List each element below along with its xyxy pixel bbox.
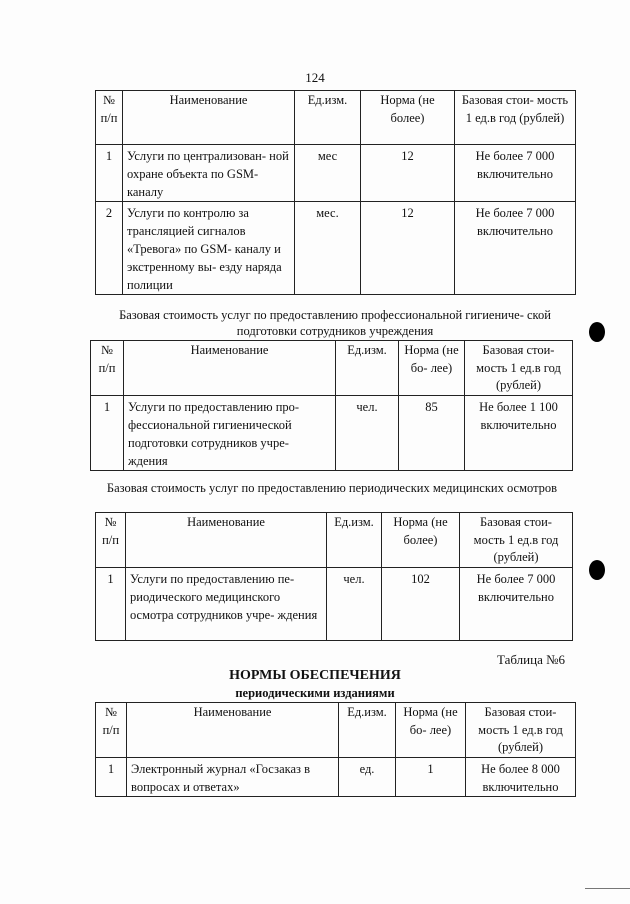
row-unit: мес.	[295, 202, 361, 295]
table-row	[91, 395, 573, 470]
table-header-row	[96, 513, 573, 568]
table-row	[96, 202, 576, 295]
header-num: № п/п	[96, 513, 126, 568]
row-unit: чел.	[327, 567, 382, 640]
table-label: Таблица №6	[497, 652, 566, 667]
page-number: 124	[305, 70, 325, 85]
norms-subtitle: периодическими изданиями	[235, 686, 395, 700]
row-num: 1	[96, 567, 126, 640]
security-services-table	[95, 90, 576, 295]
norms-title: НОРМЫ ОБЕСПЕЧЕНИЯ	[229, 668, 401, 683]
row-norm: 12	[361, 202, 455, 295]
table-header-row	[96, 91, 576, 145]
table-row	[96, 757, 576, 796]
header-norm: Норма (не более)	[382, 513, 460, 568]
row-num: 2	[96, 202, 123, 295]
row-name: Электронный журнал «Госзаказ в вопросах и ответах»	[127, 757, 339, 796]
header-num: № п/п	[91, 341, 124, 396]
header-norm: Норма (не более)	[361, 91, 455, 145]
medical-checkups-caption: Базовая стоимость услуг по предоставлению периодических медицинских осмотров	[106, 481, 558, 495]
header-unit: Ед.изм.	[339, 703, 396, 758]
header-norm: Норма (не бо- лее)	[399, 341, 465, 396]
row-cost: Не более 8 000 включительно	[466, 757, 576, 796]
header-name: Наименование	[127, 703, 339, 758]
row-cost: Не более 1 100 включительно	[465, 395, 573, 470]
row-unit: ед.	[339, 757, 396, 796]
row-name: Услуги по предоставлению про- фессиональной гигиенической подготовки сотрудников учре- ждения	[124, 395, 336, 470]
bottom-rule	[585, 888, 630, 889]
row-norm: 12	[361, 145, 455, 202]
row-num: 1	[91, 395, 124, 470]
punch-hole-mark	[589, 322, 605, 342]
header-cost: Базовая стои- мость 1 ед.в год (рублей)	[465, 341, 573, 396]
row-cost: Не более 7 000 включительно	[455, 202, 576, 295]
row-num: 1	[96, 757, 127, 796]
table-row	[96, 567, 573, 640]
header-unit: Ед.изм.	[336, 341, 399, 396]
header-name: Наименование	[126, 513, 327, 568]
periodicals-table	[95, 702, 576, 797]
header-unit: Ед.изм.	[327, 513, 382, 568]
header-num: № п/п	[96, 91, 123, 145]
header-cost: Базовая стои- мость 1 ед.в год (рублей)	[466, 703, 576, 758]
row-norm: 1	[396, 757, 466, 796]
hygiene-training-table	[90, 340, 573, 471]
row-name: Услуги по централизован- ной охране объекта по GSM-каналу	[123, 145, 295, 202]
row-name: Услуги по предоставлению пе- риодического медицинского осмотра сотрудников учре- ждения	[126, 567, 327, 640]
row-num: 1	[96, 145, 123, 202]
row-norm: 102	[382, 567, 460, 640]
header-norm: Норма (не бо- лее)	[396, 703, 466, 758]
table-header-row	[96, 703, 576, 758]
table-header-row	[91, 341, 573, 396]
row-norm: 85	[399, 395, 465, 470]
medical-checkups-table	[95, 512, 573, 641]
row-cost: Не более 7 000 включительно	[455, 145, 576, 202]
header-num: № п/п	[96, 703, 127, 758]
table-row	[96, 145, 576, 202]
header-cost: Базовая стои- мость 1 ед.в год (рублей)	[455, 91, 576, 145]
header-name: Наименование	[123, 91, 295, 145]
row-cost: Не более 7 000 включительно	[460, 567, 573, 640]
header-unit: Ед.изм.	[295, 91, 361, 145]
row-unit: чел.	[336, 395, 399, 470]
hygiene-training-caption: Базовая стоимость услуг по предоставлению профессиональной гигиениче- ской подготовки сотрудников учреждения	[119, 308, 551, 338]
punch-hole-mark	[589, 560, 605, 580]
header-cost: Базовая стои- мость 1 ед.в год (рублей)	[460, 513, 573, 568]
row-unit: мес	[295, 145, 361, 202]
header-name: Наименование	[124, 341, 336, 396]
row-name: Услуги по контролю за трансляцией сигналов «Тревога» по GSM- каналу и экстренному вы- езду наряда полиции	[123, 202, 295, 295]
